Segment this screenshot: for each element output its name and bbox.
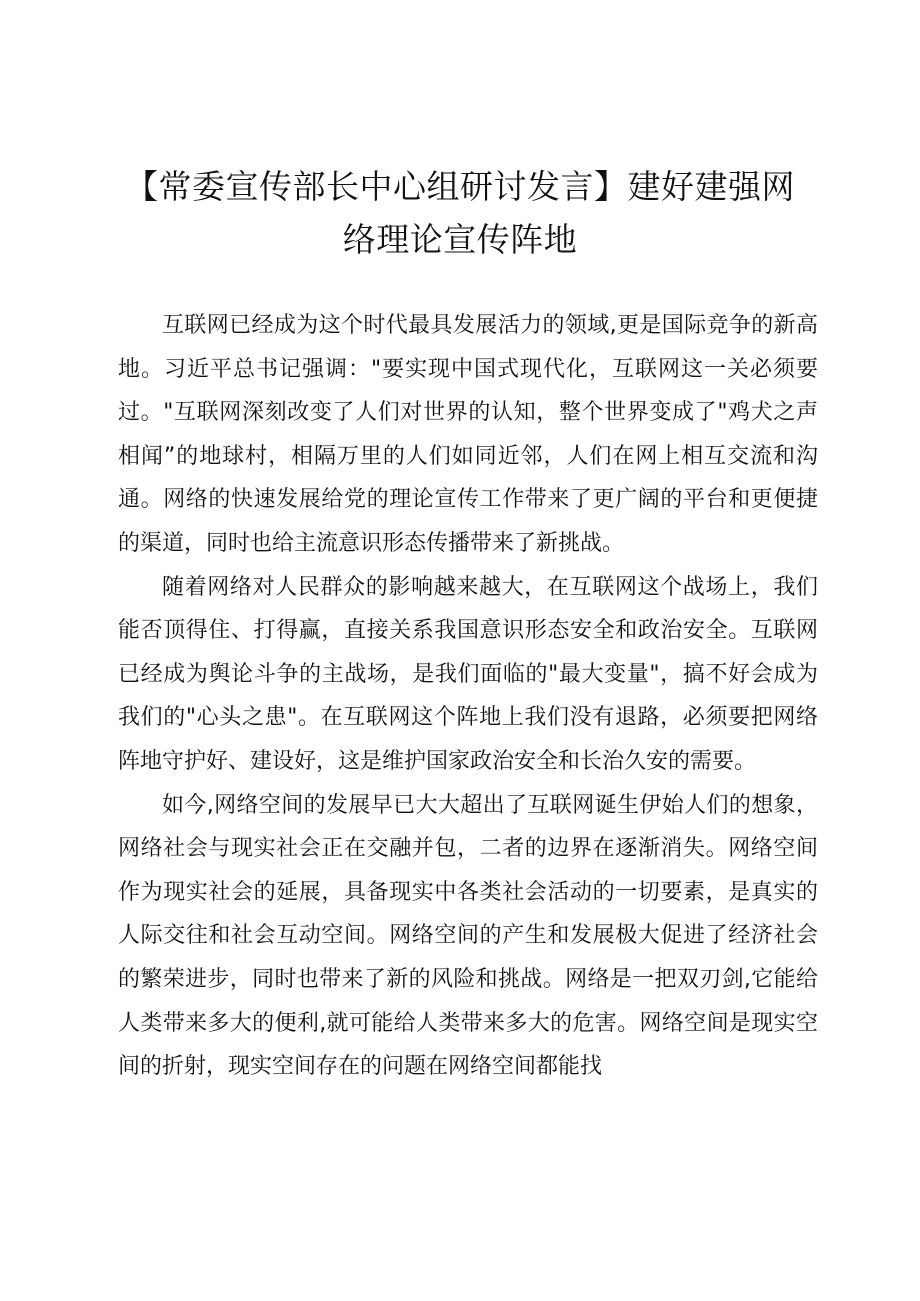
- body-paragraph-3: 如今,网络空间的发展早已大大超出了互联网诞生伊始人们的想象，网络社会与现实社会正在交融并包，二者的边界在逐渐消失。网络空间作为现实社会的延展，具备现实中各类社会活动的一切要素，是真实的人际交往和社会互动空间。网络空间的产生和发展极大促进了经济社会的繁荣进步，同时也带来了新的风险和挑战。网络是一把双刃剑,它能给人类带来多大的便利,就可能给人类带来多大的危害。网络空间是现实空间的折射，现实空间存在的问题在网络空间都能找: [118, 792, 818, 1080]
- document-title-line-2: 络理论宣传阵地: [342, 220, 578, 259]
- document-title-line-1: 【常委宣传部长中心组研讨发言】建好建强网: [125, 167, 795, 206]
- document-title: [100, 160, 820, 266]
- document-body: [118, 304, 818, 1089]
- body-paragraph-2: 随着网络对人民群众的影响越来越大，在互联网这个战场上，我们能否顶得住、打得赢，直接关系我国意识形态安全和政治安全。互联网已经成为舆论斗争的主战场，是我们面临的"最大变量"，搞不好会成为我们的"心头之患"。在互联网这个阵地上我们没有退路，必须要把网络阵地守护好、建设好，这是维护国家政治安全和长治久安的需要。: [118, 574, 818, 774]
- body-paragraph-1: 互联网已经成为这个时代最具发展活力的领域,更是国际竞争的新高地。习近平总书记强调："要实现中国式现代化，互联网这一关必须要过。"互联网深刻改变了人们对世界的认知，整个世界变成了"鸡犬之声相闻”的地球村，相隔万里的人们如同近邻，人们在网上相互交流和沟通。网络的快速发展给党的理论宣传工作带来了更广阔的平台和更便捷的渠道，同时也给主流意识形态传播带来了新挑战。: [118, 313, 818, 556]
